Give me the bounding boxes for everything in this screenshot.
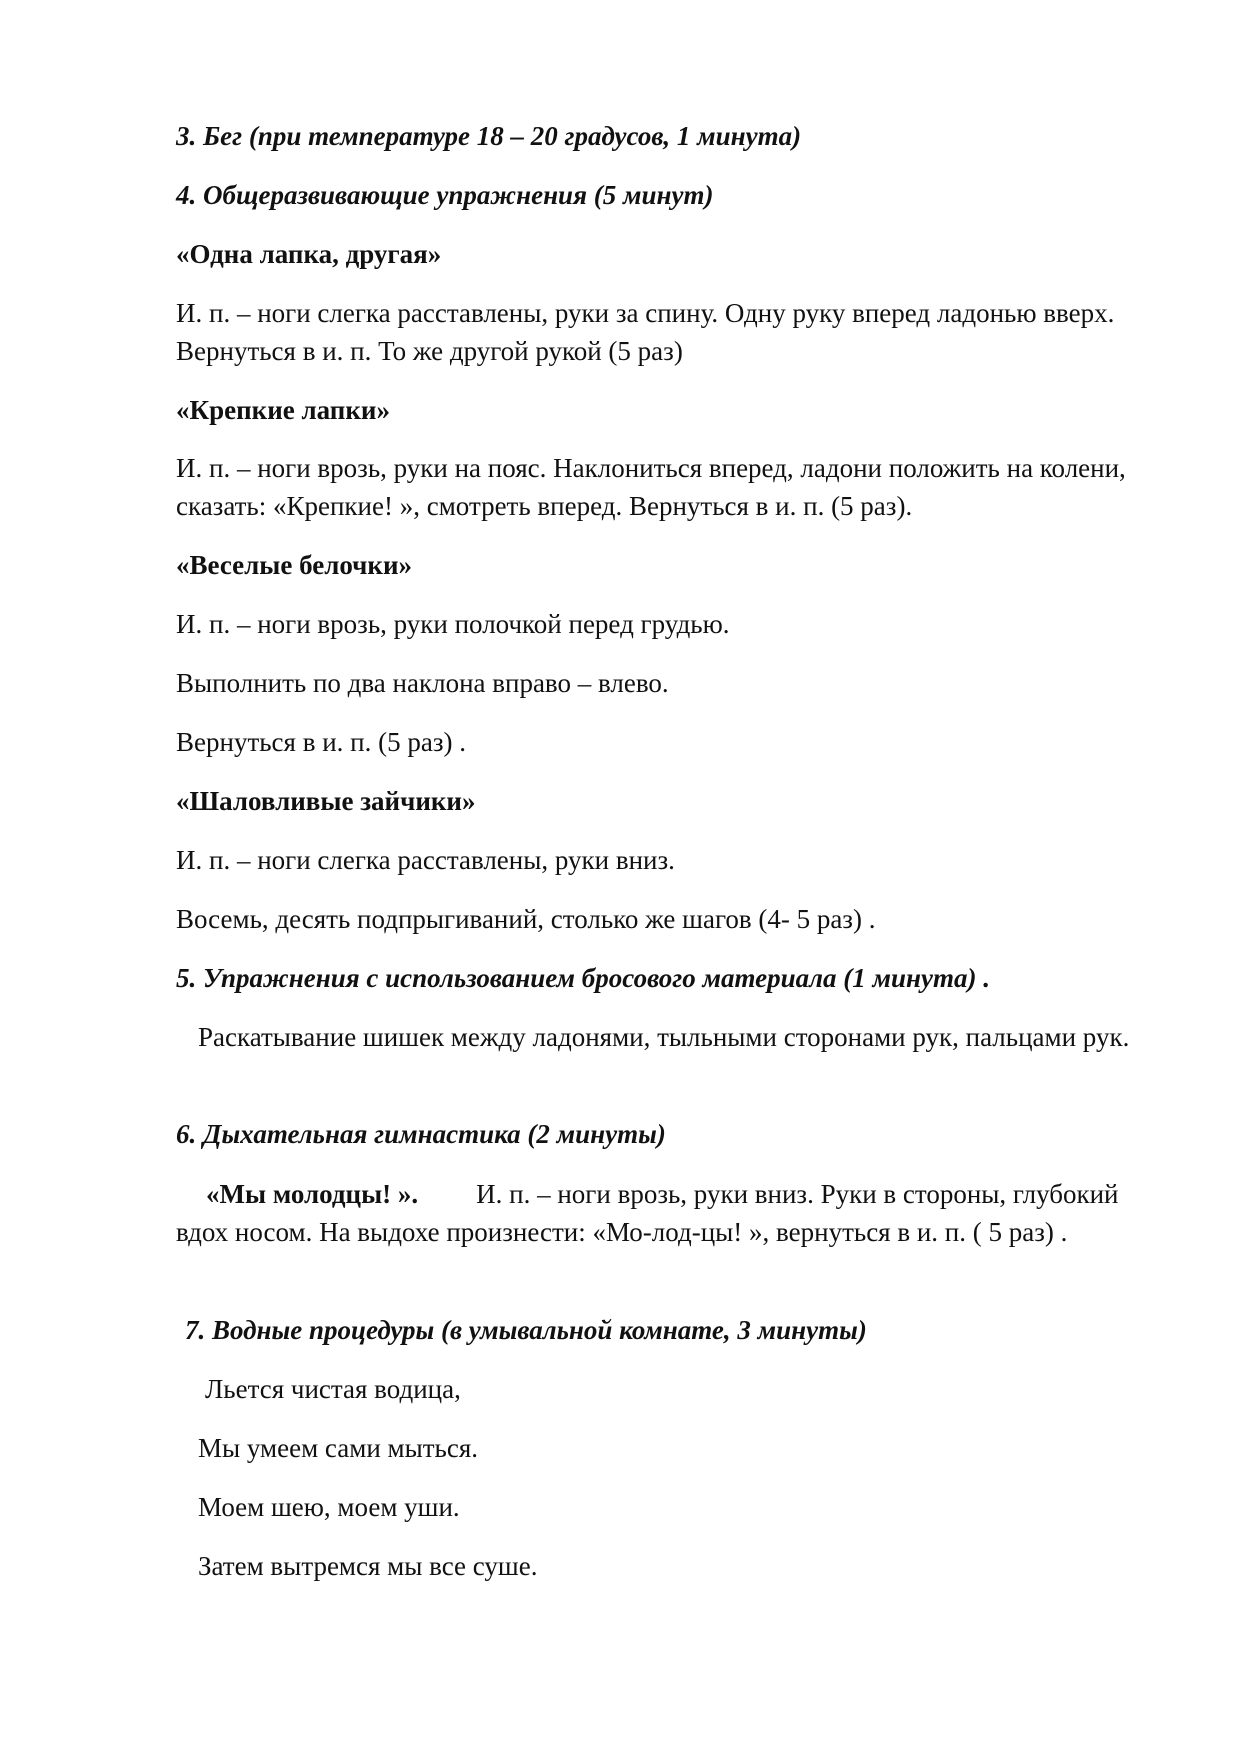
exercise-1-title: «Одна лапка, другая» [176, 239, 442, 269]
section-4-heading: 4. Общеразвивающие упражнения (5 минут) [176, 180, 714, 210]
exercise-1-text: И. п. – ноги слегка расставлены, руки за спину. Одну руку вперед ладонью вверх. Вернуться в и. п. То же другой рукой (5 раз) [176, 298, 1115, 366]
poem-line-3: Моем шею, моем уши. [198, 1492, 460, 1522]
exercise-4-line-1: И. п. – ноги слегка расставлены, руки вниз. [176, 845, 675, 875]
section-6-title: «Мы молодцы! ». [206, 1179, 419, 1209]
exercise-3-line-1: И. п. – ноги врозь, руки полочкой перед грудью. [176, 609, 730, 639]
exercise-4-title: «Шаловливые зайчики» [176, 786, 476, 816]
poem-line-4: Затем вытремся мы все суше. [198, 1551, 538, 1581]
section-5-heading: 5. Упражнения с использованием бросового материала (1 минута) . [176, 963, 990, 993]
poem-line-2: Мы умеем сами мыться. [198, 1433, 479, 1463]
section-6-heading: 6. Дыхательная гимнастика (2 минуты) [176, 1119, 666, 1149]
exercise-3-title: «Веселые белочки» [176, 550, 412, 580]
section-7-heading: 7. Водные процедуры (в умывальной комнате, 3 минуты) [185, 1315, 867, 1345]
exercise-2-title: «Крепкие лапки» [176, 395, 390, 425]
poem-line-1: Льется чистая водица, [205, 1374, 461, 1404]
section-5-text: Раскатывание шишек между ладонями, тыльными сторонами рук, пальцами рук. [198, 1022, 1130, 1052]
exercise-3-line-2: Выполнить по два наклона вправо – влево. [176, 668, 669, 698]
exercise-3-line-3: Вернуться в и. п. (5 раз) . [176, 727, 466, 757]
section-6-paragraph [176, 1175, 1136, 1251]
section-6-text: И. п. – ноги врозь, руки вниз. Руки в стороны, глубокий вдох носом. На выдохе произнести: «Мо-лод-цы! », вернуться в и. п. ( 5 раз) . [176, 1179, 1119, 1247]
exercise-2-text: И. п. – ноги врозь, руки на пояс. Наклониться вперед, ладони положить на колени, сказать: «Крепкие! », смотреть вперед. Вернуться в и. п. (5 раз). [176, 453, 1126, 521]
exercise-4-line-2: Восемь, десять подпрыгиваний, столько же шагов (4- 5 раз) . [176, 904, 876, 934]
section-3-heading: 3. Бег (при температуре 18 – 20 градусов, 1 минута) [176, 121, 802, 151]
